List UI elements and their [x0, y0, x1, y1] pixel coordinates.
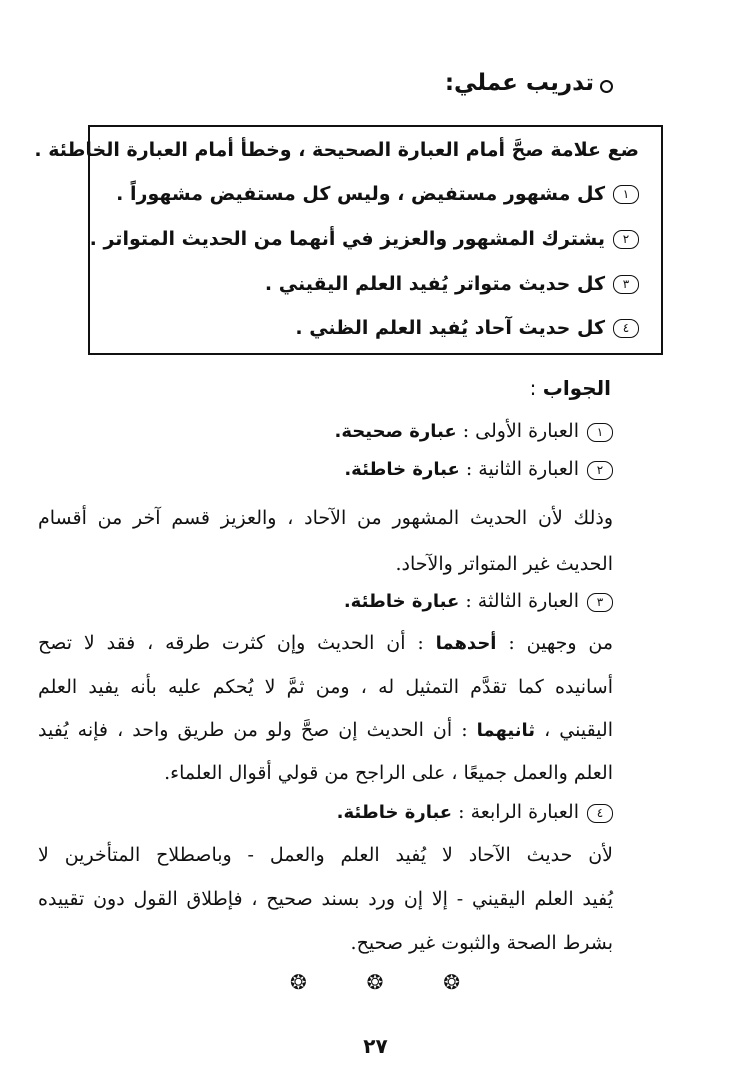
page-number: ٢٧ [363, 1034, 388, 1058]
paragraph-line [38, 719, 613, 741]
answer-verdict: عبارة خاطئة. [344, 459, 460, 480]
paragraph-line: بشرط الصحة والثبوت غير صحيح. [350, 932, 613, 954]
paragraph-line: العلم والعمل جميعًا ، على الراجح من قولي أقوال العلماء. [164, 762, 613, 784]
section-heading [445, 70, 613, 96]
exercise-instruction: ضع علامة صحَّ أمام العبارة الصحيحة ، وخطأ أمام العبارة الخاطئة . [34, 139, 639, 161]
exercise-item [295, 317, 639, 339]
paragraph-line: أسانيده كما تقدَّم التمثيل له ، ومن ثمَّ لا يُحكم عليه بأنه يفيد العلم [38, 676, 613, 698]
ornament-divider [290, 972, 460, 992]
answer-label: العبارة الأولى : [462, 420, 579, 442]
item-number-badge: ٣ [613, 275, 639, 294]
item-number-badge: ٤ [587, 804, 613, 823]
answer-line-2 [344, 458, 613, 480]
item-number-badge: ١ [587, 423, 613, 442]
item-number-badge: ٢ [613, 230, 639, 249]
exercise-item [265, 273, 639, 295]
answer-verdict: عبارة صحيحة. [334, 421, 457, 442]
flower-ornament-icon: ❂ [366, 970, 384, 994]
paragraph-text: من وجهين : [508, 632, 614, 654]
answer-verdict: عبارة خاطئة. [343, 591, 460, 612]
answer-line-4 [337, 801, 613, 823]
item-number-badge: ٤ [613, 319, 639, 338]
flower-ornament-icon: ❂ [290, 970, 307, 994]
paragraph-text: : أن الحديث وإن كثرت طرقه ، فقد لا تصح [38, 632, 424, 654]
exercise-item-text: كل مشهور مستفيض ، وليس كل مستفيض مشهوراً . [116, 183, 605, 205]
answer-label: العبارة الثالثة : [465, 590, 579, 612]
answer-line-3 [344, 590, 613, 612]
answer-label: العبارة الرابعة : [458, 801, 579, 823]
paragraph-line [38, 632, 613, 654]
exercise-box [34, 125, 663, 355]
exercise-item [90, 228, 639, 250]
item-number-badge: ١ [613, 185, 639, 204]
paragraph-keyword: أحدهما [435, 633, 497, 654]
circle-bullet-icon [600, 80, 613, 93]
answer-title: الجواب [542, 376, 611, 400]
paragraph-line: لأن حديث الآحاد لا يُفيد العلم والعمل - وباصطلاح المتأخرين لا [38, 844, 613, 866]
paragraph-line: الحديث غير المتواتر والآحاد. [395, 553, 613, 575]
answer-verdict: عبارة خاطئة. [336, 802, 453, 823]
item-number-badge: ٢ [587, 461, 613, 480]
paragraph-line: يُفيد العلم اليقيني - إلا إن ورد بسند صحيح ، فإطلاق القول دون تقييده [38, 888, 613, 910]
exercise-item-text: كل حديث آحاد يُفيد العلم الظني . [295, 317, 605, 339]
exercise-item-text: كل حديث متواتر يُفيد العلم اليقيني . [264, 273, 605, 295]
paragraph-text: : أن الحديث إن صحَّ ولو من طريق واحد ، فإنه يُفيد [38, 719, 468, 741]
item-number-badge: ٣ [587, 593, 613, 612]
answer-colon: : [529, 376, 537, 400]
paragraph-line: وذلك لأن الحديث المشهور من الآحاد ، والعزيز قسم آخر من أقسام [38, 507, 613, 529]
answer-line-1 [335, 420, 613, 442]
paragraph-keyword: ثانيهما [476, 720, 536, 741]
answer-label: العبارة الثانية : [465, 458, 579, 480]
section-title: تدريب عملي: [444, 70, 594, 96]
exercise-item [116, 183, 639, 205]
answer-heading [530, 376, 611, 400]
flower-ornament-icon: ❂ [443, 970, 460, 994]
exercise-item-text: يشترك المشهور والعزيز في أنهما من الحديث المتواتر . [89, 228, 605, 250]
paragraph-text: اليقيني ، [544, 719, 613, 741]
